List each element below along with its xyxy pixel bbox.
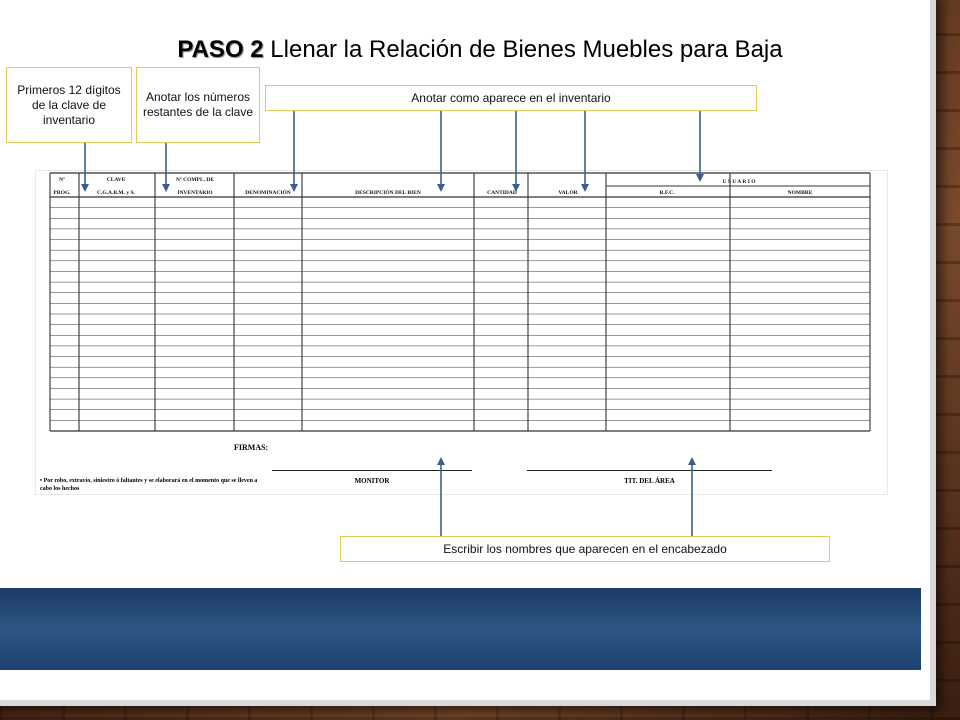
footnote-text: Por robo, extravío, siniestro ó faltantes y se elaborará en el momento que se lleven a cabo los hechos (40, 478, 258, 492)
titular-signature-line (527, 470, 772, 471)
hdr-no-top: Nº (59, 177, 65, 183)
hdr-compl-top: Nº COMPL. DE (175, 177, 215, 183)
firmas-label: FIRMAS: (234, 443, 269, 452)
form-footnote: • Por robo, extravío, siniestro ó faltantes y se elaborará en el momento que se lleven a cabo los hechos (40, 478, 258, 492)
hdr-no-bottom: PROG. (53, 190, 71, 196)
hdr-clave-bottom: C.G.A.B.M. y S. (97, 190, 135, 196)
hdr-compl-bottom: INVENTARIO (177, 190, 213, 196)
hdr-denominacion: DENOMINACIÓN (245, 190, 291, 196)
hdr-usuario: U S U A R I O (722, 179, 756, 185)
hdr-descripcion: DESCRIPCIÓN DEL BIEN (355, 190, 421, 196)
slide-title (0, 36, 960, 64)
hdr-rfc: R.F.C. (659, 190, 675, 196)
hdr-nombre: NOMBRE (787, 190, 813, 196)
note-clave: Primeros 12 dígitos de la clave de inventario (6, 67, 132, 143)
hdr-clave-top: CLAVE (106, 177, 126, 183)
hdr-cantidad: CANTIDAD (487, 190, 517, 196)
titular-label: TIT. DEL ÁREA (624, 477, 675, 485)
title-text: Llenar la Relación de Bienes Muebles para Baja (263, 36, 783, 63)
form-grid (36, 171, 887, 494)
note-compl: Anotar los números restantes de la clave (136, 67, 260, 143)
title-step: PASO 2 (177, 36, 264, 63)
baja-form (35, 170, 888, 495)
note-inventario: Anotar como aparece en el inventario (265, 85, 757, 111)
monitor-signature-line (272, 470, 472, 471)
monitor-label: MONITOR (354, 477, 390, 485)
footer-band (0, 588, 921, 670)
hdr-valor: VALOR (558, 190, 578, 196)
note-encabezado: Escribir los nombres que aparecen en el encabezado (340, 536, 830, 562)
